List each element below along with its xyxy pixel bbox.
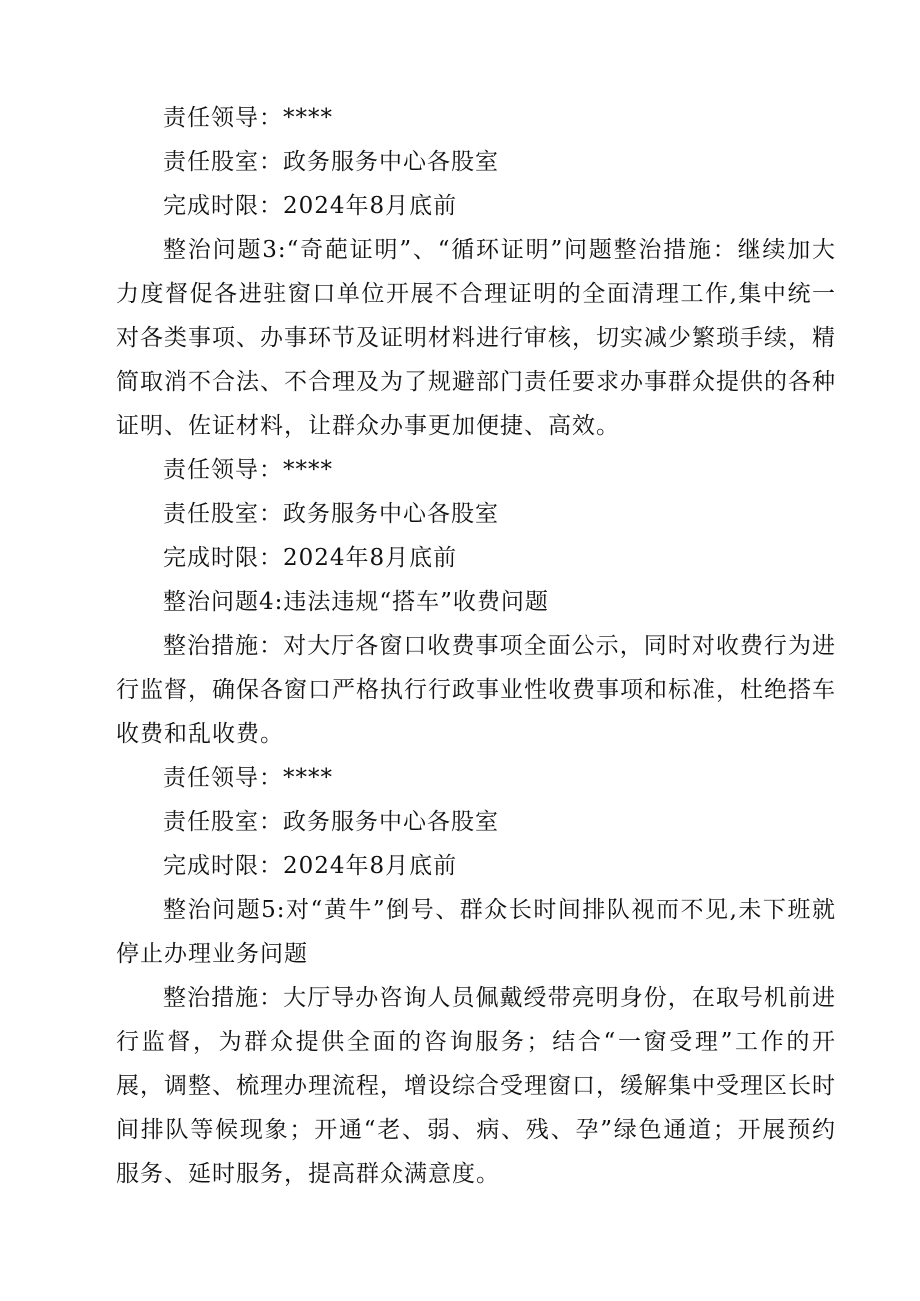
deadline-2: 完成时限：2024年8月底前	[163, 545, 458, 571]
issue-4-heading: 整治问题4:违法违规“搭车”收费问题	[163, 589, 549, 615]
issue-5-measures: 整治措施：大厅导办咨询人员佩戴绶带亮明身份，在取号机前进行监督，为群众提供全面的咨询服务；结合“一窗受理”工作的开展，调整、梳理办理流程，增设综合受理窗口，缓解集中受理区长时间排队等候现象；开通“老、弱、病、残、孕”绿色通道；开展预约服务、延时服务，提高群众满意度。	[116, 985, 836, 1187]
responsible-office-3: 责任股室：政务服务中心各股室	[163, 809, 499, 835]
deadline-1: 完成时限：2024年8月底前	[163, 193, 458, 219]
issue-3-paragraph: 整治问题3:“奇葩证明”、“循环证明”问题整治措施：继续加大力度督促各进驻窗口单位开展不合理证明的全面清理工作,集中统一对各类事项、办事环节及证明材料进行审核，切实减少繁琐手续，精简取消不合法、不合理及为了规避部门责任要求办事群众提供的各种证明、佐证材料，让群众办事更加便捷、高效。	[116, 237, 836, 439]
responsible-leader-2: 责任领导：****	[163, 457, 333, 483]
responsible-leader-3: 责任领导：****	[163, 765, 333, 791]
document-body	[116, 96, 836, 1196]
issue-5-heading: 整治问题5:对“黄牛”倒号、群众长时间排队视而不见,未下班就停止办理业务问题	[116, 897, 836, 967]
deadline-3: 完成时限：2024年8月底前	[163, 853, 458, 879]
issue-4-measures: 整治措施：对大厅各窗口收费事项全面公示，同时对收费行为进行监督，确保各窗口严格执行行政事业性收费事项和标准，杜绝搭车收费和乱收费。	[116, 633, 836, 747]
responsible-office-1: 责任股室：政务服务中心各股室	[163, 149, 499, 175]
responsible-office-2: 责任股室：政务服务中心各股室	[163, 501, 499, 527]
responsible-leader-1: 责任领导：****	[163, 105, 333, 131]
